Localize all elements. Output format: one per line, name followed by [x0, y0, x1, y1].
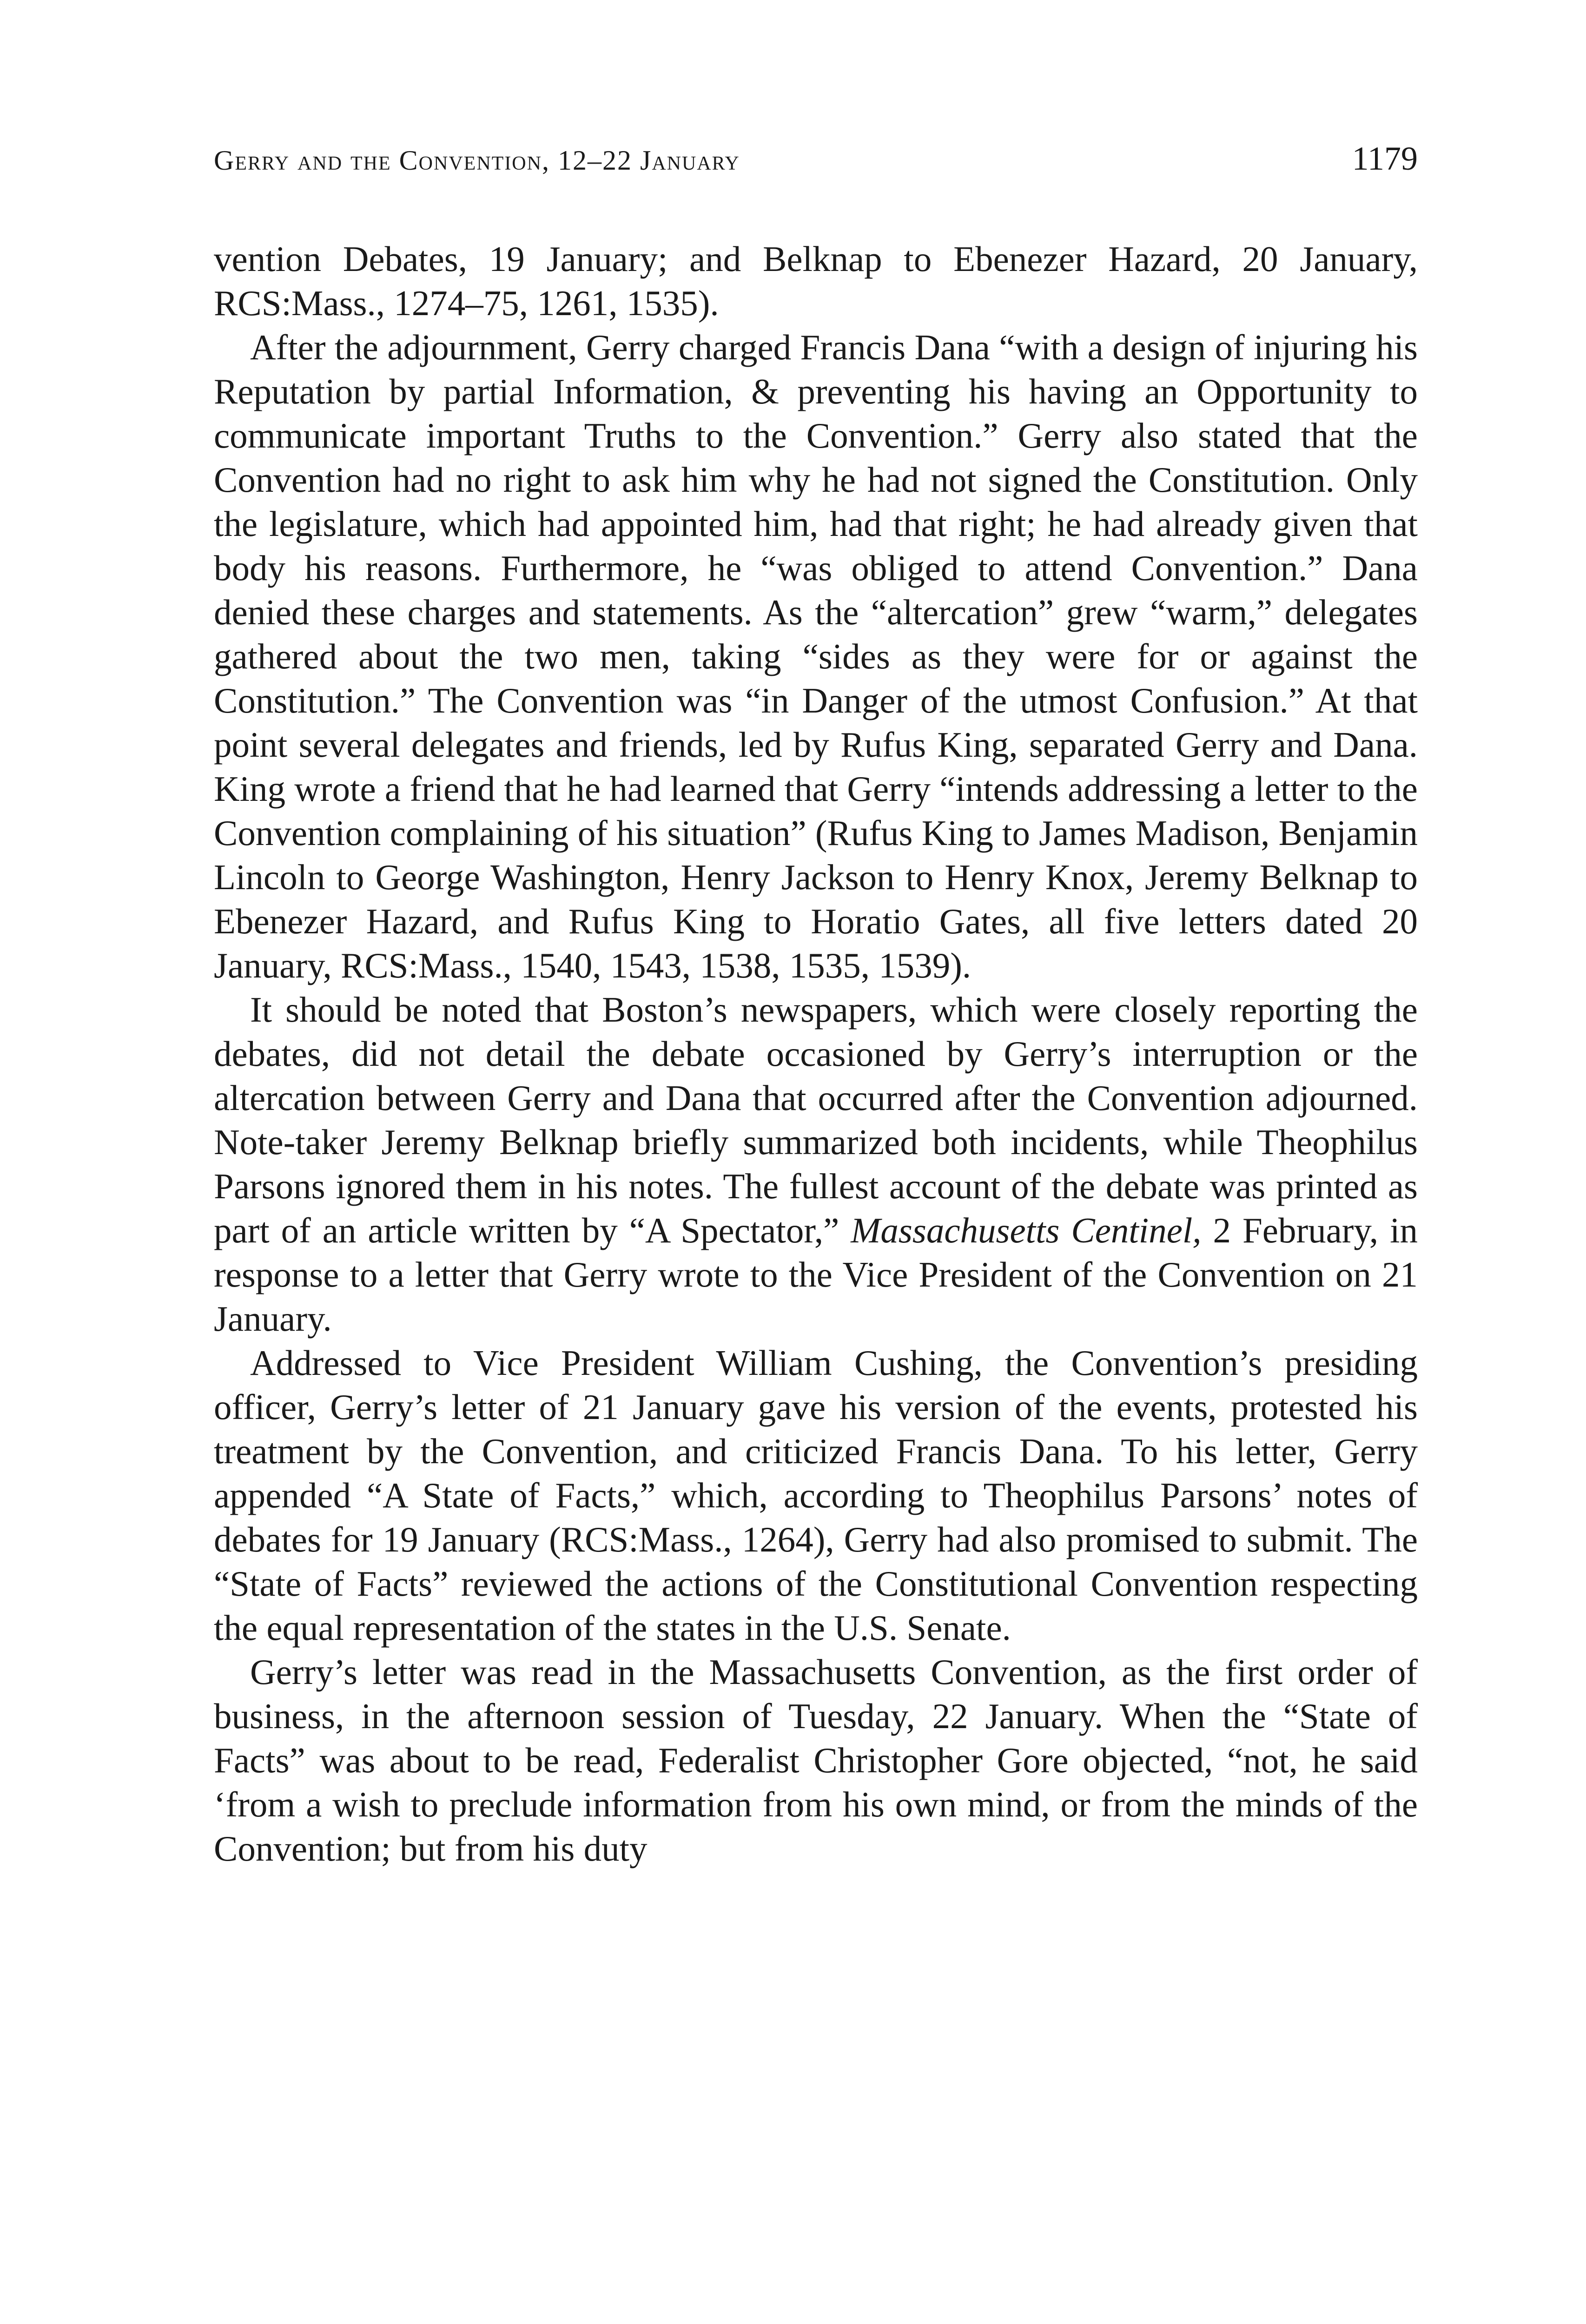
book-page [214, 139, 1418, 1871]
paragraph-cushing-letter: Addressed to Vice President William Cushing, the Convention’s presiding officer, Gerry’s letter of 21 January gave his version of the events, protested his treatment by the Convention, and criticized Francis Dana. To his letter, Gerry appended “A State of Facts,” which, according to Theophilus Parsons’ notes of debates for 19 January (RCS:Mass., 1264), Gerry had also promised to submit. The “State of Facts” reviewed the actions of the Constitutional Convention respecting the equal representation of the states in the U.S. Senate. [214, 1343, 1418, 1648]
paragraph-continuation: vention Debates, 19 January; and Belknap to Ebenezer Hazard, 20 January, RCS:Mass., 1274–75, 1261, 1535). [214, 239, 1418, 323]
paragraph-newspapers [214, 988, 1418, 1341]
paragraph-newspapers-text-before: It should be noted that Boston’s newspapers, which were closely reporting the debates, did not detail the debate occasioned by Gerry’s interruption or the altercation between Gerry and Dana that occurred after the Convention adjourned. Note-taker Jeremy Belknap briefly summarized both incidents, while Theophilus Parsons ignored them in his notes. The fullest account of the debate was printed as part of an article written by “A Spectator,” [214, 990, 1418, 1250]
paragraph-gerry-letter-read: Gerry’s letter was read in the Massachusetts Convention, as the first order of business, in the afternoon session of Tuesday, 22 January. When the “State of Facts” was about to be read, Federalist Christopher Gore objected, “not, he said ‘from a wish to preclude information from his own mind, or from the minds of the Convention; but from his duty [214, 1652, 1418, 1868]
running-head: Gerry and the Convention, 12–22 January [214, 145, 740, 176]
newspaper-title: Massachusetts Centinel, [851, 1210, 1202, 1250]
body-text [214, 237, 1418, 1871]
paragraph-adjournment: After the adjournment, Gerry charged Francis Dana “with a design of injuring his Reputation by partial Information, & preventing his having an Opportunity to communicate important Truths to the Convention.” Gerry also stated that the Convention had no right to ask him why he had not signed the Constitution. Only the legislature, which had appointed him, had that right; he had already given that body his reasons. Furthermore, he “was obliged to attend Convention.” Dana denied these charges and statements. As the “altercation” grew “warm,” delegates gathered about the two men, taking “sides as they were for or against the Constitution.” The Convention was “in Danger of the utmost Confusion.” At that point several delegates and friends, led by Rufus King, separated Gerry and Dana. King wrote a friend that he had learned that Gerry “intends addressing a letter to the Convention complaining of his situation” (Rufus King to James Madison, Benjamin Lincoln to George Washington, Henry Jackson to Henry Knox, Jeremy Belknap to Ebenezer Hazard, and Rufus King to Horatio Gates, all five letters dated 20 January, RCS:Mass., 1540, 1543, 1538, 1535, 1539). [214, 327, 1418, 985]
paragraph-newspapers-text-after: 2 February, in response to a letter that Gerry wrote to the Vice President of the Convention on 21 January. [214, 1210, 1418, 1339]
page-number: 1179 [1352, 140, 1418, 177]
page-header [214, 139, 1418, 195]
